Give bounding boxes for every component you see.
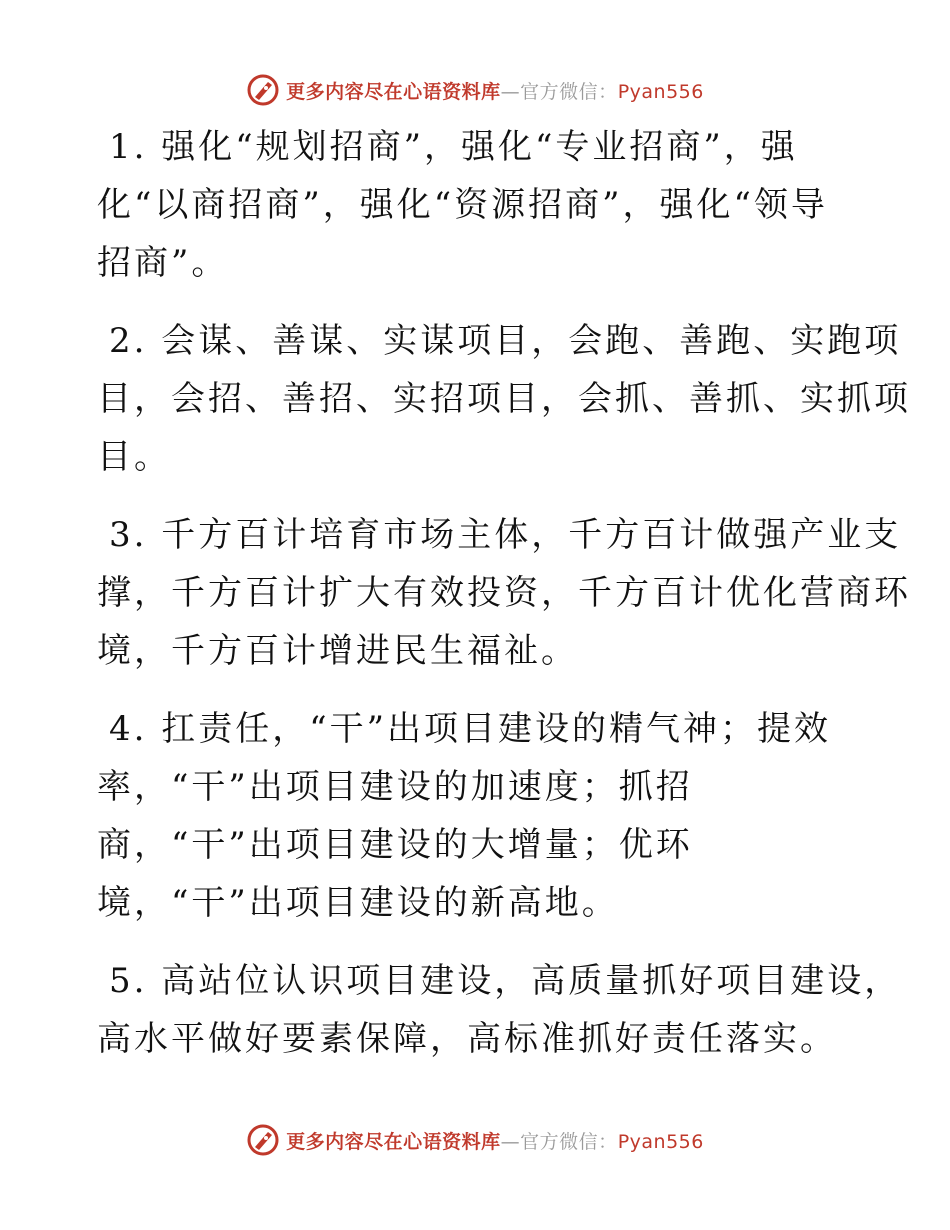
footer-banner	[0, 1120, 950, 1160]
header-banner-sub: 官方微信：	[520, 80, 618, 103]
pen-seal-icon	[246, 1123, 280, 1157]
paragraph-line: 1. 强化“规划招商”，强化“专业招商”，强	[109, 127, 798, 167]
paragraph-line: 境，“干”出项目建设的新高地。	[97, 883, 619, 923]
footer-banner-sub: 官方微信：	[520, 1130, 618, 1153]
pen-seal-icon	[246, 73, 280, 107]
paragraph-5	[97, 952, 902, 1068]
paragraph-1	[97, 118, 857, 292]
header-banner-id: Pyan556	[617, 80, 704, 103]
footer-banner-id: Pyan556	[617, 1130, 704, 1153]
paragraph-3	[97, 506, 911, 680]
paragraph-line: 化“以商招商”，强化“资源招商”，强化“领导	[97, 185, 828, 225]
footer-banner-text	[286, 1127, 704, 1154]
paragraph-line: 目。	[97, 437, 171, 477]
footer-banner-main: 更多内容尽在心语资料库	[286, 1130, 501, 1153]
paragraph-line: 招商”。	[97, 243, 229, 283]
paragraph-4	[97, 700, 857, 932]
header-banner-main: 更多内容尽在心语资料库	[286, 80, 501, 103]
footer-banner-dash: —	[500, 1130, 521, 1153]
paragraph-line: 4. 扛责任，“干”出项目建设的精气神；提效	[109, 709, 832, 749]
paragraph-line: 高水平做好要素保障，高标准抓好责任落实。	[97, 1019, 837, 1059]
header-banner-dash: —	[500, 80, 521, 103]
paragraph-line: 撑，千方百计扩大有效投资，千方百计优化营商环	[97, 573, 911, 613]
header-banner-text	[286, 77, 704, 104]
paragraph-line: 商，“干”出项目建设的大增量；优环	[97, 825, 693, 865]
document-body	[97, 118, 911, 1088]
paragraph-line: 2. 会谋、善谋、实谋项目，会跑、善跑、实跑项	[109, 321, 902, 361]
paragraph-2	[97, 312, 911, 486]
paragraph-line: 境，千方百计增进民生福祉。	[97, 631, 578, 671]
paragraph-line: 5. 高站位认识项目建设，高质量抓好项目建设，	[109, 961, 902, 1001]
paragraph-line: 目，会招、善招、实招项目，会抓、善抓、实抓项	[97, 379, 911, 419]
header-banner	[0, 70, 950, 110]
paragraph-line: 率，“干”出项目建设的加速度；抓招	[97, 767, 693, 807]
paragraph-line: 3. 千方百计培育市场主体，千方百计做强产业支	[109, 515, 902, 555]
